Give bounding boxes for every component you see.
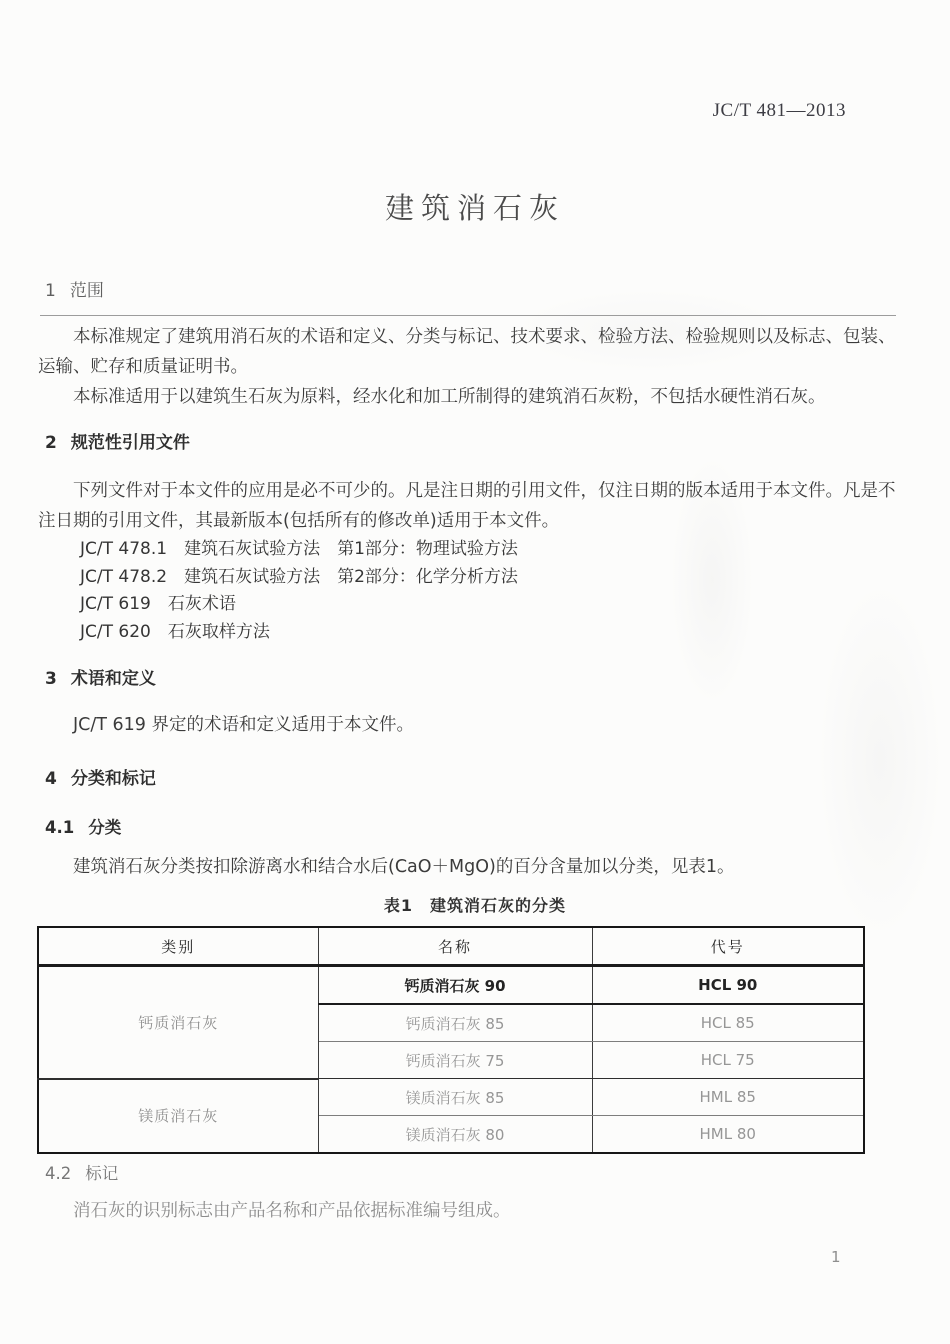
- section-4-number: 4: [45, 769, 57, 789]
- section-2-title: 规范性引用文件: [70, 433, 190, 453]
- section-3-title: 术语和定义: [70, 669, 156, 689]
- section-4-2-title: 标记: [85, 1164, 119, 1183]
- paragraph: 消石灰的识别标志由产品名称和产品依据标准编号组成。: [73, 1201, 511, 1221]
- name-cell: 钙质消石灰 90: [318, 966, 592, 1005]
- paragraph: 下列文件对于本文件的应用是必不可少的。凡是注日期的引用文件，仅注日期的版本适用于本文件。凡是不注日期的引用文件，其最新版本(包括所有的修改单)适用于本文件。: [38, 481, 896, 531]
- column-header-category: 类别: [38, 927, 318, 966]
- paragraph: 本标准适用于以建筑生石灰为原料，经水化和加工所制得的建筑消石灰粉，不包括水硬性消石灰。: [73, 387, 826, 407]
- section-4-1-heading: [45, 814, 121, 838]
- section-3-body: [38, 710, 896, 740]
- table-row: [38, 966, 864, 1005]
- table-row: [38, 1079, 864, 1116]
- reference-item: JC/T 619 石灰术语: [80, 594, 236, 614]
- section-1-heading: [45, 276, 104, 301]
- section-4-1-title: 分类: [88, 818, 122, 837]
- code-cell: HCL 85: [592, 1004, 864, 1042]
- code-cell: HCL 90: [592, 966, 864, 1005]
- reference-item: JC/T 478.1 建筑石灰试验方法 第1部分：物理试验方法: [80, 539, 518, 559]
- section-2-number: 2: [45, 433, 57, 453]
- section-4-heading: [45, 764, 156, 789]
- column-header-name: 名称: [318, 927, 592, 966]
- name-cell: 钙质消石灰 85: [318, 1004, 592, 1042]
- section-2-heading: [45, 428, 190, 453]
- reference-item: JC/T 478.2 建筑石灰试验方法 第2部分：化学分析方法: [80, 566, 518, 587]
- section-3-heading: [45, 664, 156, 689]
- section-4-1-number: 4.1: [45, 818, 75, 837]
- page-number: 1: [831, 1248, 841, 1266]
- heading-rule: [40, 315, 896, 316]
- reference-list: [80, 536, 880, 646]
- standard-code: JC/T 481—2013: [712, 100, 846, 121]
- paragraph: 建筑消石灰分类按扣除游离水和结合水后(CaO＋MgO)的百分含量加以分类，见表1。: [73, 857, 735, 877]
- code-cell: HML 85: [592, 1079, 864, 1116]
- section-4-title: 分类和标记: [70, 769, 156, 789]
- section-4-1-body: [38, 852, 896, 882]
- code-cell: HML 80: [592, 1116, 864, 1154]
- name-cell: 镁质消石灰 85: [318, 1079, 592, 1116]
- table-1-classification: [37, 926, 865, 1154]
- section-2-body: [38, 476, 896, 536]
- paragraph: JC/T 619 界定的术语和定义适用于本文件。: [73, 715, 414, 735]
- table-header-row: [38, 927, 864, 966]
- name-cell: 钙质消石灰 75: [318, 1042, 592, 1079]
- paragraph: 本标准规定了建筑用消石灰的术语和定义、分类与标记、技术要求、检验方法、检验规则以及标志、包装、运输、贮存和质量证明书。: [38, 327, 896, 377]
- category-cell: 钙质消石灰: [38, 966, 318, 1079]
- column-header-code: 代号: [592, 927, 864, 966]
- section-4-2-heading: [45, 1160, 118, 1184]
- section-4-2-number: 4.2: [45, 1164, 72, 1183]
- code-cell: HCL 75: [592, 1042, 864, 1079]
- name-cell: 镁质消石灰 80: [318, 1116, 592, 1154]
- section-1-body: [38, 322, 896, 412]
- category-cell: 镁质消石灰: [38, 1079, 318, 1154]
- section-1-number: 1: [45, 281, 56, 301]
- reference-item: JC/T 620 石灰取样方法: [80, 621, 270, 642]
- section-4-2-body: [38, 1196, 896, 1226]
- section-1-title: 范围: [69, 281, 104, 301]
- table-1-caption: 表1 建筑消石灰的分类: [383, 896, 567, 915]
- section-3-number: 3: [45, 669, 57, 689]
- document-title: 建筑消石灰: [384, 191, 565, 225]
